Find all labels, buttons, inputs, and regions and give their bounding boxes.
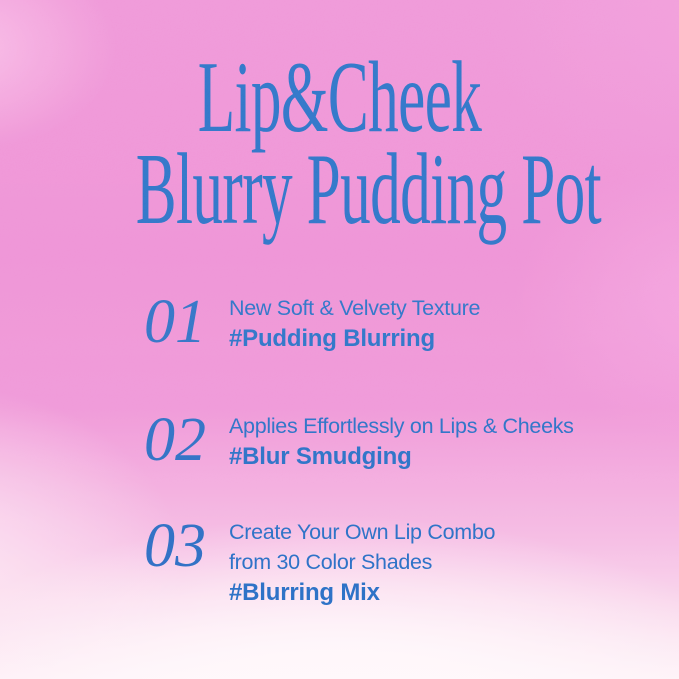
feature-list (143, 288, 574, 608)
title-line-2: Blurry Pudding Pot (135, 133, 602, 246)
feature-item-02 (143, 406, 574, 474)
feature-number-01: 01 (144, 288, 206, 356)
feature-line: New Soft & Velvety Texture (229, 296, 481, 320)
feature-line: from 30 Color Shades (229, 550, 433, 574)
feature-hashtag: #Blur Smudging (229, 443, 412, 470)
feature-text-02 (229, 410, 574, 472)
feature-text-03 (229, 516, 495, 608)
feature-item-03 (143, 512, 574, 608)
feature-line: Create Your Own Lip Combo (229, 520, 496, 544)
feature-line: Applies Effortlessly on Lips & Cheeks (229, 414, 574, 438)
feature-number-02: 02 (144, 406, 206, 474)
title-line-1: Lip&Cheek (197, 41, 482, 154)
feature-item-01 (143, 288, 574, 356)
product-title (0, 41, 679, 246)
feature-number-03: 03 (144, 512, 206, 580)
feature-hashtag: #Pudding Blurring (229, 325, 435, 352)
feature-hashtag: #Blurring Mix (229, 579, 380, 606)
feature-text-01 (229, 292, 480, 354)
